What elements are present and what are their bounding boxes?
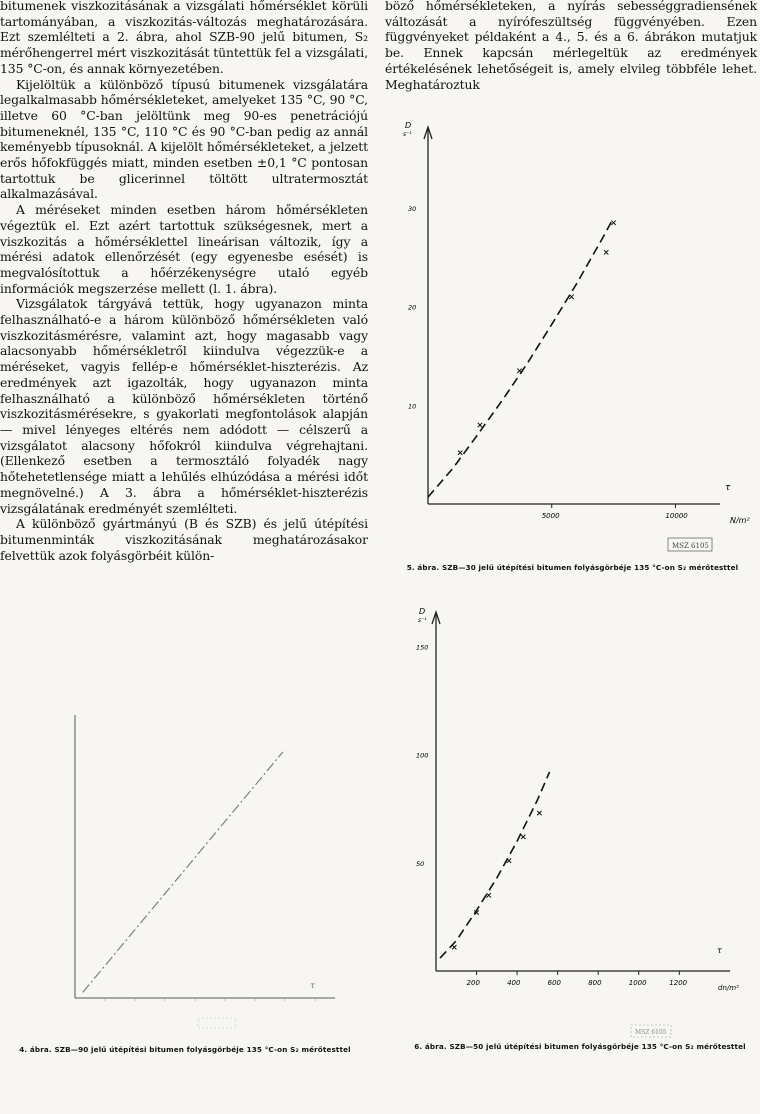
y-tick-label: 10: [408, 402, 417, 411]
paragraph: Kijelöltük a különböző típusú bitumenek vizsgálatára legalkalmasabb hőmérsékleteket, amelyeket 135 °C, 90 °C, illetve 60 °C-ban jelöltünk meg 90-es penetrációjú bitumeneknél, 135 °C, 110 °C és 90 °C-ban pedig az annál keményebb típusoknál. A kijelölt hőmérsékleteket, a jelzett erős hőfokfüggés miatt, minden esetben ±0,1 °C pontosan tartottuk be glicerinnel töltött ultratermosztát alkalmazásával.: [0, 76, 368, 202]
data-point: [458, 450, 462, 454]
paragraph: böző hőmérsékleteken, a nyírás sebességgradiensének változását a nyírófeszültség függvényében. Ezen függvényeket példaként a 4., 5. és a 6. ábrákon mutatjuk be. Ennek kapcsán mérlegeltük az eredmények értékelésének lehetőségeit is, amely elvileg többféle lehet. Meghatároztuk: [385, 0, 757, 92]
data-point: [487, 893, 491, 897]
x-label: τ: [310, 981, 315, 990]
stamp: MSZ 6105: [635, 1029, 667, 1036]
figure-5-caption: 5. ábra. SZB—30 jelű útépítési bitumen folyásgörbéje 135 °C-on S₂ mérőtesttel: [406, 563, 739, 572]
series-line: [440, 772, 549, 958]
data-point: [611, 221, 615, 225]
data-point: [604, 250, 608, 254]
y-tick-label: 50: [416, 859, 425, 868]
y-tick-label: 100: [416, 751, 429, 760]
left-text-column: [0, 0, 368, 563]
figure-4: [0, 700, 370, 1080]
paragraph: Vizsgálatok tárgyává tettük, hogy ugyanazon minta felhasználható-e a három különböző hőmérsékleten való viszkozitásmérésre, valamint azt, hogy magasabb vagy alacsonyabb hőmérsékletről kiindulva végezzük-e a méréseket, vagyis fellép-e hőmérséklet-hiszterézis. Az eredmények azt igazolták, hogy ugyanazon minta felhasználható a különböző hőmérsékleten történő viszkozitásmérésekre, s gyakorlati megfontolások alapján — mivel lényeges eltérés nem adódott — célszerű a vizsgálatot alacsony hőfokról kiindulva végrehajtani. (Ellenkező esetben a termosztáló folyadék nagy hőtehetetlensége miatt a lehűlés elhúzódása a mérési időt megnövelné.) A 3. ábra a hőmérséklet-hiszterézis vizsgálatának eredményét szemlélteti.: [0, 296, 368, 516]
x-unit: dn/m²: [718, 984, 739, 992]
x-tick-label: 200: [466, 979, 480, 987]
paragraph: bitumenek viszkozitásának a vizsgálati hőmérséklet körüli tartományában, a viszkozitás-változás meghatározására. Ezt szemlélteti a 2. ábra, ahol SZB-90 jelű bitumen, S₂ mérőhengerrel mért viszkozitását tüntettük fel a vizsgálati, 135 °C-on, és annak környezetében.: [0, 0, 368, 76]
x-tick-label: 10000: [665, 512, 688, 520]
right-text-column: [385, 0, 757, 92]
data-point: [507, 858, 511, 862]
x-unit: N/m²: [730, 516, 750, 525]
x-tick-label: 400: [507, 979, 521, 987]
figure-4-plot: [0, 700, 370, 1035]
series-line: [83, 752, 283, 993]
x-label: τ: [717, 946, 722, 955]
y-tick-label: 30: [408, 204, 417, 213]
figure-5: [385, 105, 760, 595]
figure-6-plot: [385, 600, 760, 1040]
x-tick-label: 1200: [669, 979, 688, 987]
figure-5-plot: [385, 105, 760, 565]
stamp: MSZ 6105: [672, 542, 709, 550]
x-tick-label: 1000: [628, 979, 647, 987]
x-label: τ: [725, 483, 731, 493]
y-tick-label: 150: [416, 643, 429, 652]
y-label-bottom: s⁻¹: [403, 131, 412, 138]
data-point: [537, 811, 541, 815]
paragraph: A méréseket minden esetben három hőmérsékleten végeztük el. Ezt azért tartottuk szükségesnek, mert a viszkozitás a hőmérséklettel lineárisan változik, így a mérési adatok ellenőrzését (egy egyenesbe esését) is megvalósítottuk a hőérzékenységre utaló egyéb információk megszerzése mellett (l. 1. ábra).: [0, 202, 368, 296]
data-point: [521, 835, 525, 839]
x-tick-label: 600: [547, 979, 562, 987]
y-tick-label: 20: [408, 303, 417, 312]
y-label-top: D: [405, 121, 412, 130]
y-label-bottom: s⁻¹: [418, 617, 427, 624]
figure-6-caption: 6. ábra. SZB—50 jelű útépítési bitumen folyásgörbéje 135 °C-on S₂ mérőtesttel: [414, 1042, 746, 1051]
data-point: [569, 295, 573, 299]
series-line: [428, 218, 614, 497]
x-tick-label: 5000: [541, 512, 560, 520]
y-label-top: D: [419, 607, 426, 616]
data-point: [517, 369, 521, 373]
figure-4-caption: 4. ábra. SZB—90 jelű útépítési bitumen folyásgörbéje 135 °C-on S₂ mérőtesttel: [19, 1045, 351, 1054]
data-point: [478, 423, 482, 427]
figure-6: [385, 600, 760, 1070]
data-point: [452, 945, 456, 949]
x-tick-label: 800: [588, 979, 602, 987]
stamp-box: [198, 1018, 236, 1028]
paragraph: A különböző gyártmányú (B és SZB) és jelű útépítési bitumenminták viszkozitásának meghatározásakor felvettük azok folyásgörbéit külön-: [0, 516, 368, 563]
